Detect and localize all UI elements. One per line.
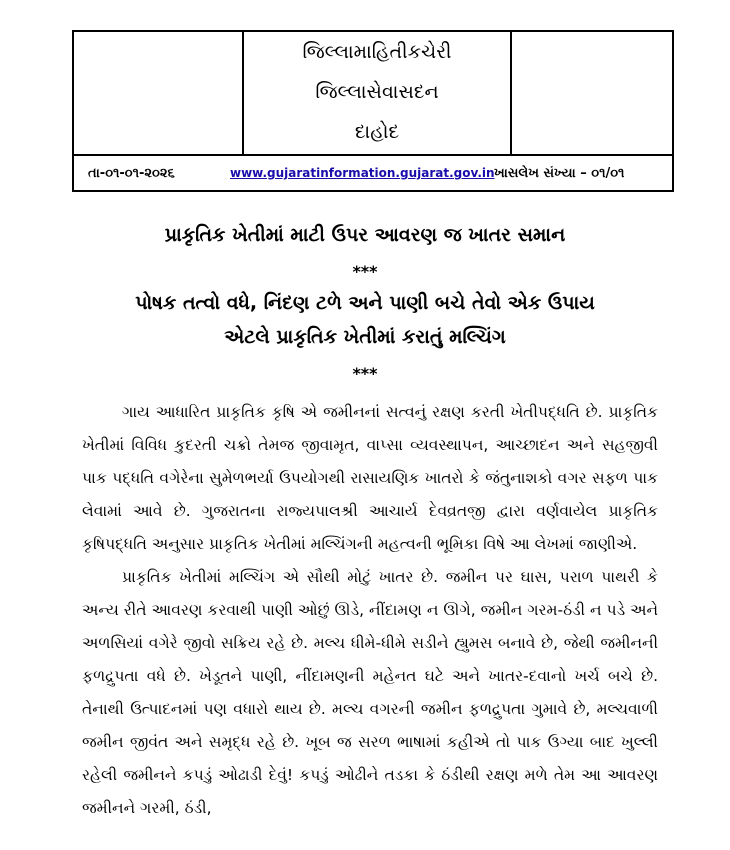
website-link[interactable]: www.gujaratinformation.gujarat.gov.in — [230, 166, 495, 180]
separator-stars: *** — [352, 364, 378, 383]
header-info-row — [74, 154, 672, 192]
separator-stars: *** — [352, 262, 378, 281]
article-subtitle-line2: એટલે પ્રાકૃતિક ખેતીમાં કરાતું મલ્ચિંગ — [224, 326, 506, 348]
article-subtitle-line1: પોષક તત્વો વધે, નિંદણ ટળે અને પાણી બચે તેવો એક ઉપાય — [135, 292, 595, 314]
article-title: પ્રાકૃતિક ખેતીમાં માટી ઉપર આવરણ જ ખાતર સમાન — [164, 224, 566, 246]
release-date: તા-૦૧-૦૧-૨૦૨૬ — [88, 166, 175, 181]
paragraph: ગાય આધારિત પ્રાકૃતિક કૃષિ એ જમીનનાં સત્વનું રક્ષણ કરતી ખેતીપદ્ધતિ છે. પ્રાકૃતિક ખેતીમાં વિવિધ કુદરતી ચક્રો તેમજ જીવામૃત, વાપ્સા વ્યવસ્થાપન, આચ્છાદન અને સહજીવી પાક પદ્ધતિ વગેરેના સુમેળભર્યા ઉપયોગથી રાસાયણિક ખાતરો કે જંતુનાશકો વગર સફળ પાક લેવામાં આવે છે. ગુજરાતના રાજ્યપાલશ્રી આચાર્ય દેવવ્રતજી દ્વારા વર્ણવાયેલ પ્રાકૃતિક કૃષિપદ્ધતિ અનુસાર પ્રાકૃતિક ખેતીમાં મલ્ચિંગની મહત્વની ભૂમિકા વિષે આ લેખમાં જાણીએ. — [82, 403, 658, 553]
release-number: ખાસલેખ સંખ્યા – ૦૧/૦૧ — [494, 166, 625, 181]
header-center-cell — [244, 32, 510, 154]
office-name: જિલ્લામાહિતીકચેરી — [302, 41, 452, 63]
header-table — [72, 30, 674, 192]
office-building: જિલ્લાસેવાસદન — [315, 81, 439, 103]
header-right-cell — [510, 32, 674, 154]
article-body — [82, 396, 658, 825]
district-name: દાહોદ — [354, 121, 400, 143]
paragraph: પ્રાકૃતિક ખેતીમાં મલ્ચિંગ એ સૌથી મોટું ખાતર છે. જમીન પર ઘાસ, પરાળ પાથરી કે અન્ય રીતે આવરણ કરવાથી પાણી ઓછું ઊડે, નીંદામણ ન ઊગે, જમીન ગરમ-ઠંડી ન પડે અને અળસિયાં વગેરે જીવો સક્રિય રહે છે. મલ્ચ ધીમે-ધીમે સડીને હ્યુમસ બનાવે છે, જેથી જમીનની ફળદ્રુપતા વધે છે. ખેડૂતને પાણી, નીંદામણની મહેનત ઘટે અને ખાતર-દવાનો ખર્ચ બચે છે. તેનાથી ઉત્પાદનમાં પણ વધારો થાય છે. મલ્ચ વગરની જમીન ફળદ્રુપતા ગુમાવે છે, મલ્ચવાળી જમીન જીવંત અને સમૃદ્ધ રહે છે. ખૂબ જ સરળ ભાષામાં કહીએ તો પાક ઉગ્યા બાદ ખુલ્લી રહેલી જમીનને કપડું ઓઢાડી દેવું! કપડું ઓઢીને તડકા કે ઠંડીથી રક્ષણ મળે તેમ આ આવરણ જમીનને ગરમી, ઠંડી, — [82, 568, 658, 817]
header-left-cell — [74, 32, 244, 154]
